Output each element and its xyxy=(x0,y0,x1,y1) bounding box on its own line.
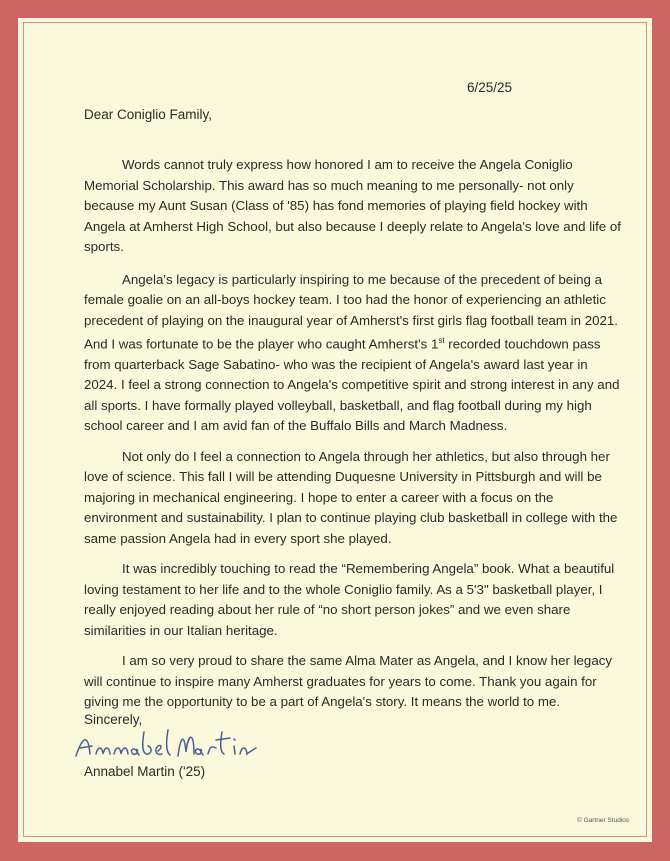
signer-name: Annabel Martin ('25) xyxy=(84,764,206,779)
letter-date: 6/25/25 xyxy=(467,80,513,95)
letter-body xyxy=(84,155,624,723)
paragraph-2-text-b: recorded touchdown pass from quarterback Sage Sabatino- who was the recipient of Angela's award last year in 2024. I feel a strong connection to Angela's competitive spirit and strong interest in any and all sports. I have formally played volleyball, basketball, and flag football during my high school career and I am avid fan of the Buffalo Bills and March Madness. xyxy=(84,336,620,434)
handwritten-signature xyxy=(70,724,270,766)
salutation: Dear Coniglio Family, xyxy=(84,107,213,122)
paragraph-3: Not only do I feel a connection to Angela through her athletics, but also through her love of science. This fall I will be attending Duquesne University in Pittsburgh and will be majoring in mechanical engineering. I hope to enter a career with a focus on the environment and sustainability. I plan to continue playing club basketball in college with the same passion Angela had in every sport she played. xyxy=(84,448,618,546)
stationery-brand: © Gartner Studios xyxy=(577,817,630,824)
paragraph-2-text-a: Angela's legacy is particularly inspiring to me because of the precedent of being a female goalie on an all-boys hockey team. I too had the honor of experiencing an athletic precedent of playing on the inaugural year of Amherst's first girls flag football team in 2021. And I was fortunate to be the player who caught Amherst's 1 xyxy=(84,271,618,352)
paragraph-2 xyxy=(84,270,624,437)
paragraph-4: It was incredibly touching to read the “Remembering Angela” book. What a beautiful loving testament to her life and to the whole Coniglio family. As a 5'3" basketball player, I really enjoyed reading about her rule of “no short person jokes” and we even share similarities in our Italian heritage. xyxy=(84,561,615,638)
paragraph-1: Words cannot truly express how honored I am to receive the Angela Coniglio Memorial Scholarship. This award has so much meaning to me personally- not only because my Aunt Susan (Class of '85) has fond memories of playing field hockey with Angela at Amherst High School, but also because I deeply relate to Angela's love and life of sports. xyxy=(84,157,621,254)
superscript-st: st xyxy=(438,336,445,345)
closing: Sincerely, xyxy=(84,712,143,727)
paragraph-5: I am so very proud to share the same Alma Mater as Angela, and I know her legacy will continue to inspire many Amherst graduates for years to come. Thank you again for giving me the opportunity to be a part of Angela's story. It means the world to me. xyxy=(84,653,613,710)
